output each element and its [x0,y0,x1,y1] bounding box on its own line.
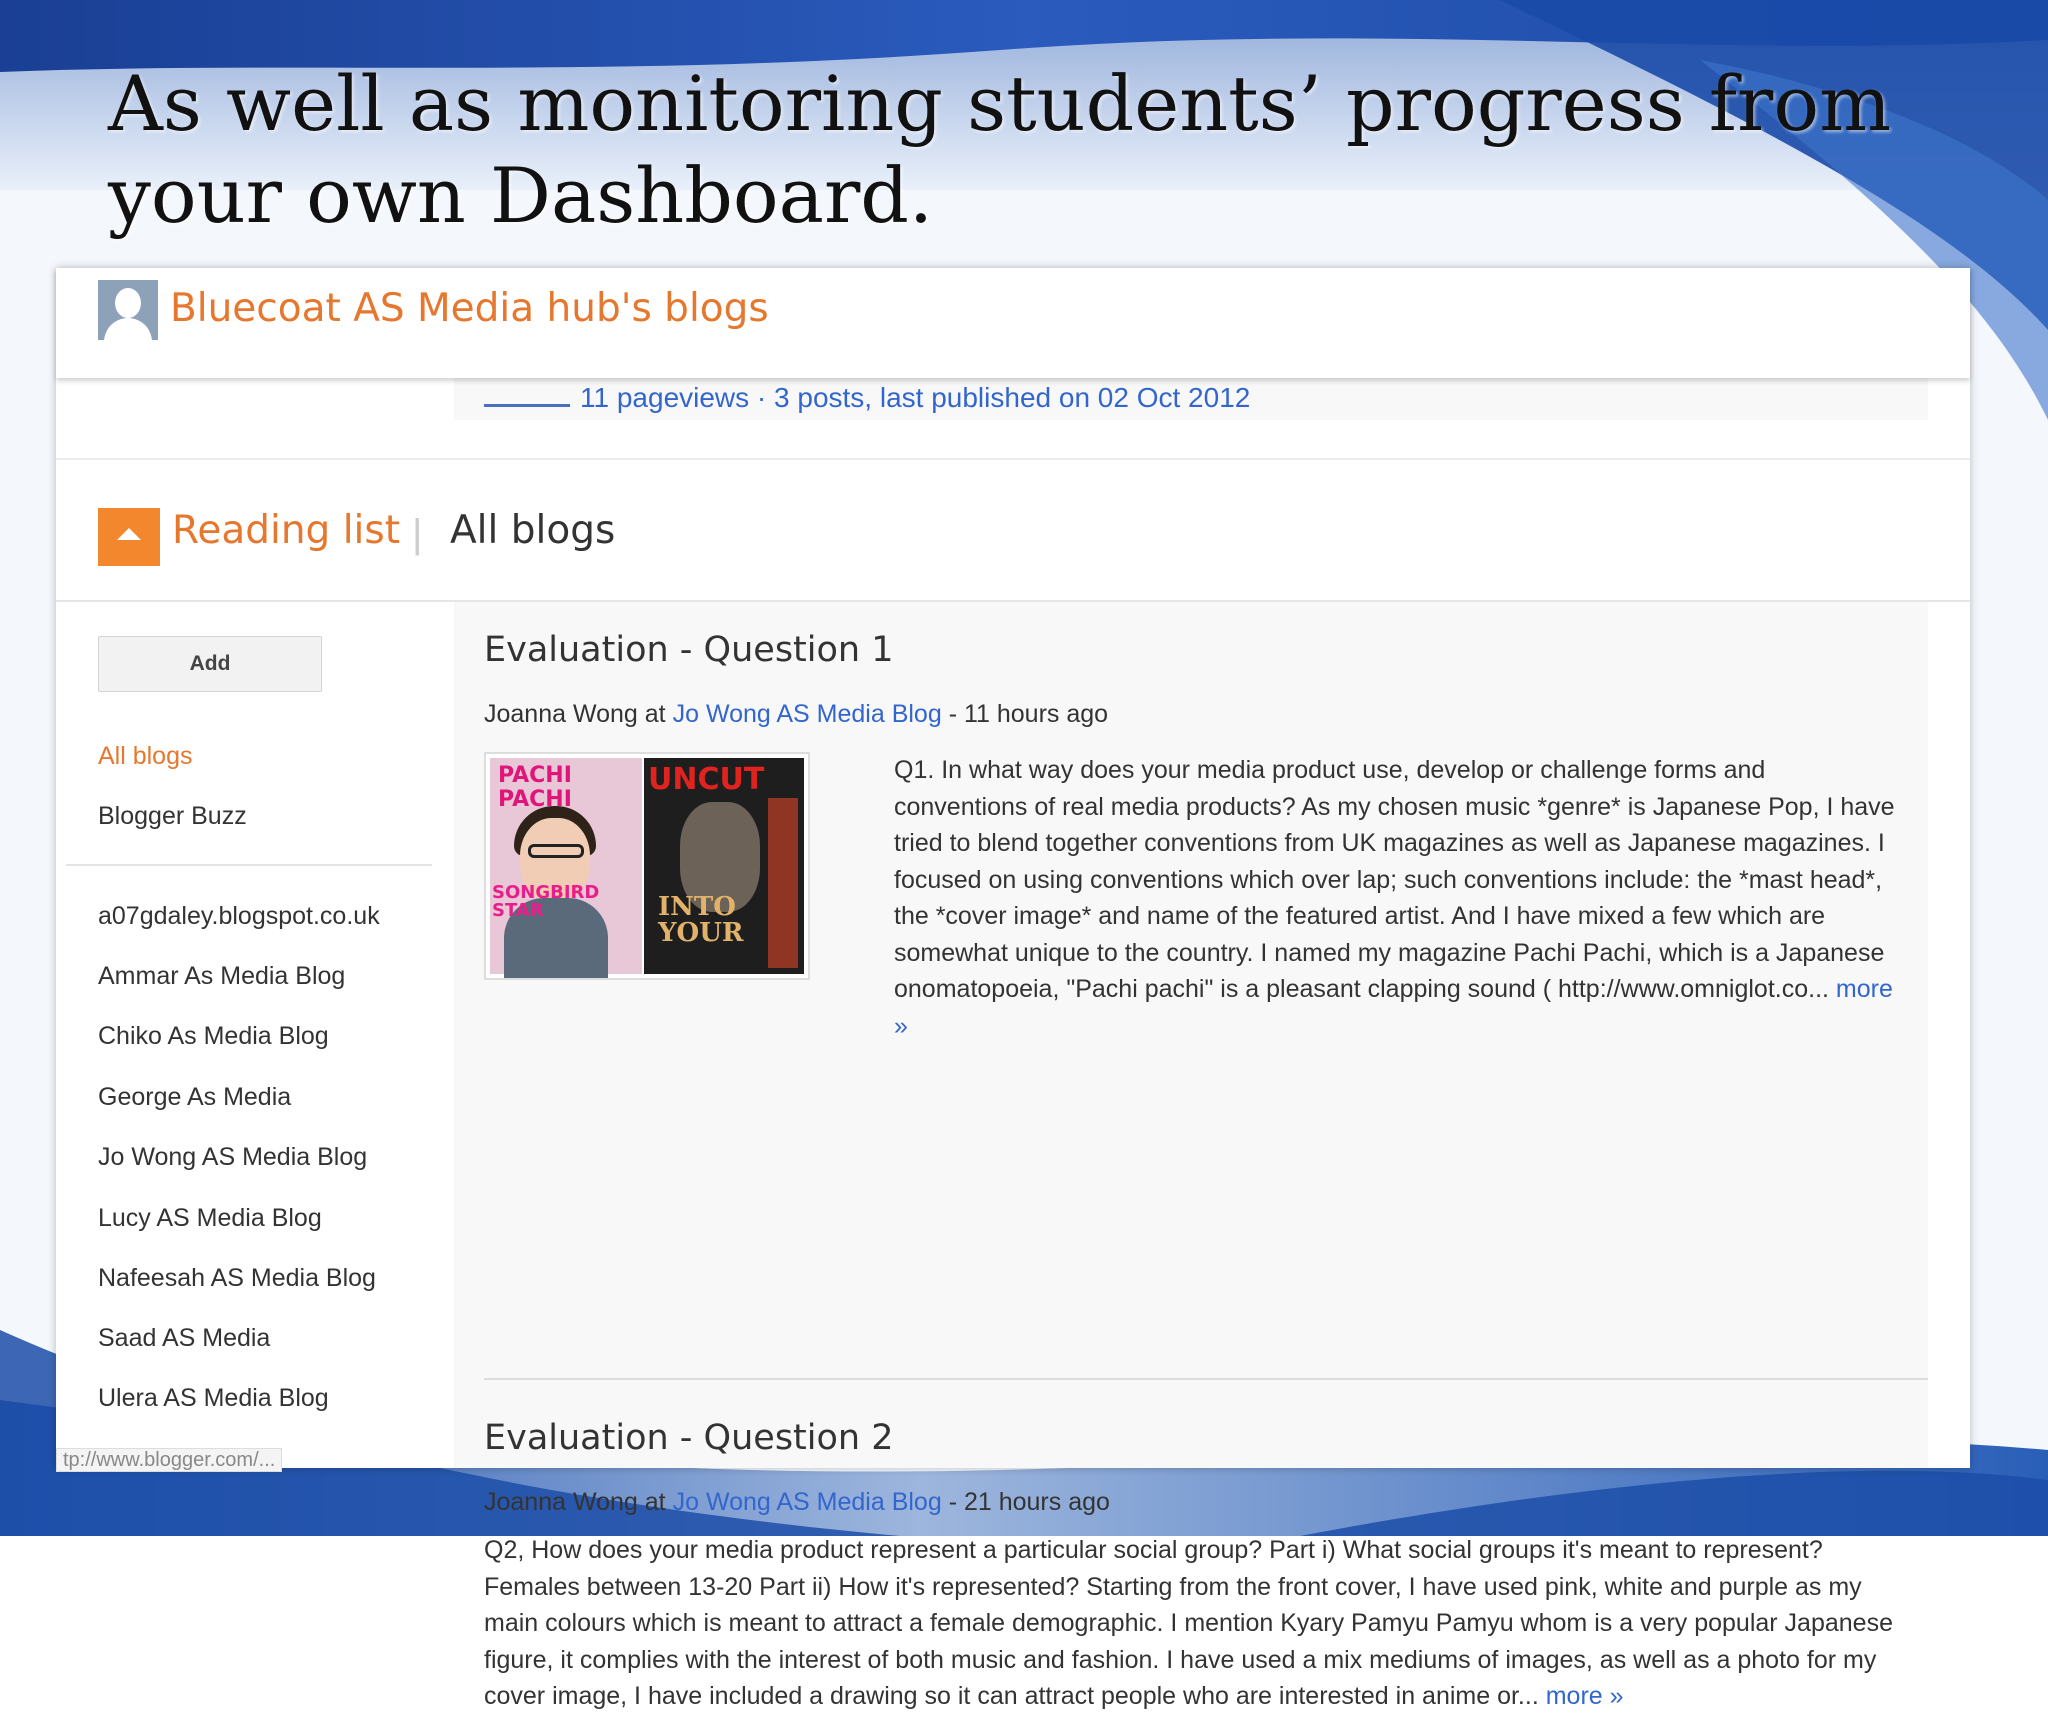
post-blog-link[interactable]: Jo Wong AS Media Blog [672,1488,942,1516]
cover-headline: INTO YOUR [658,892,744,948]
hub-header [56,268,1970,378]
post-thumbnail[interactable] [484,752,810,980]
reading-list-header [56,460,1970,600]
post-author: Joanna Wong [484,1488,638,1516]
post-blog-link[interactable]: Jo Wong AS Media Blog [672,700,942,728]
cover-masthead: UNCUT [648,762,765,797]
sidebar-item-blog[interactable]: a07gdaley.blogspot.co.uk [98,902,380,930]
post-time: - 11 hours ago [948,700,1109,728]
post-excerpt [894,752,1904,1044]
slide-title-line-2: your own Dashboard. [108,151,934,240]
sidebar-item-all-blogs[interactable]: All blogs [98,742,193,770]
sidebar-item-blog[interactable]: Chiko As Media Blog [98,1022,329,1050]
sidebar-item-blog[interactable]: Lucy AS Media Blog [98,1204,322,1232]
post-author: Joanna Wong [484,700,638,728]
post-excerpt-text: Q1. In what way does your media product use, develop or challenge forms and conventions of real media products? As my chosen music *genre* is Japanese Pop, I have tried to blend together conventions from UK magazines as well as Japanese magazines. I focused on using conventions which over lap; such conventions include: the *mast head*, the *cover image* and name of the featured artist. And I have mixed a few which are somewhat unique to the country. I named my magazine Pachi Pachi, which is a Japanese onomatopoeia, "Pachi pachi" is a pleasant clapping sound ( http://www.omniglot.co... [894,756,1895,1003]
title-separator: | [412,512,423,556]
sidebar-item-blogger-buzz[interactable]: Blogger Buzz [98,802,247,830]
add-button[interactable]: Add [98,636,322,692]
avatar-body-shape [104,318,152,352]
sidebar-item-blog[interactable]: Ammar As Media Blog [98,962,346,990]
post-meta [484,700,1108,729]
stats-sparkline [484,404,570,407]
sidebar-item-blog[interactable]: George As Media [98,1083,292,1111]
post-time: - 21 hours ago [948,1488,1110,1516]
all-blogs-heading: All blogs [450,508,616,553]
blog-stats-text[interactable]: 11 pageviews · 3 posts, last published on 02 Oct 2012 [580,382,1251,413]
cover-glasses-shape [528,844,584,858]
status-bar-url: tp://www.blogger.com/... [56,1448,282,1472]
chevron-up-icon [117,528,141,540]
sidebar-item-blog[interactable]: Ulera AS Media Blog [98,1384,329,1412]
sidebar-item-blog[interactable]: Nafeesah AS Media Blog [98,1264,376,1292]
avatar-head-shape [115,288,141,318]
slide-title [108,58,1928,242]
sidebar-divider [66,864,432,866]
post-at: at [644,700,666,728]
reading-list-title[interactable]: Reading list [172,508,400,553]
cover-masthead: PACHI PACHI [498,763,572,812]
slide-title-line-1: As well as monitoring students’ progress from [108,59,1892,148]
post-divider [484,1378,1928,1380]
post-title[interactable]: Evaluation - Question 2 [484,1418,894,1458]
post-excerpt [484,1532,1904,1715]
magazine-cover-pachi [490,758,642,974]
post-meta [484,1488,1110,1517]
more-link[interactable]: more » [894,975,1893,1040]
sidebar-item-blog[interactable]: Jo Wong AS Media Blog [98,1143,368,1171]
cover-strapline: SONGBIRD STAR [492,882,600,921]
more-link[interactable]: more » [1545,1682,1624,1710]
sidebar [56,602,454,1471]
post-at: at [644,1488,666,1516]
avatar[interactable] [98,280,158,340]
hub-title[interactable]: Bluecoat AS Media hub's blogs [170,286,769,331]
reading-list-feed [454,602,1928,1710]
sidebar-item-blog[interactable]: Saad AS Media [98,1324,271,1352]
collapse-button[interactable] [98,508,160,566]
magazine-cover-uncut [644,758,804,974]
dashboard-screenshot [56,268,1970,1710]
post-excerpt-text: Q2, How does your media product represent a particular social group? Part i) What social groups it's meant to represent? Females between 13-20 Part ii) How it's represented? Starting from the front cover, I have used pink, white and purple as my main colours which is meant to attract a female demographic. I mention Kyary Pamyu Pamyu whom is a very popular Japanese figure, it complies with the interest of both music and fashion. I have used a mix mediums of images, as well as a photo for my cover image, I have included a drawing so it can attract people who are interested in anime or... [484,1536,1893,1710]
post-title[interactable]: Evaluation - Question 1 [484,630,894,670]
